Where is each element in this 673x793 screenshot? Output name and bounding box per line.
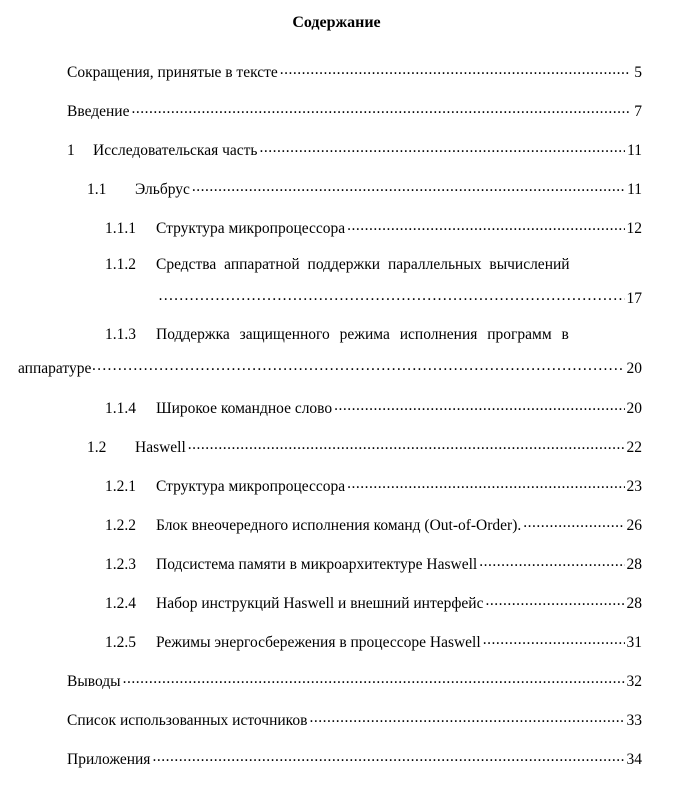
toc-entry[interactable] <box>87 178 642 199</box>
dot-leader <box>123 670 625 686</box>
dot-leader <box>152 748 624 764</box>
toc-entry-label: Сокращения, принятые в тексте <box>67 63 278 81</box>
toc-entry[interactable] <box>105 397 642 418</box>
toc-entry[interactable] <box>105 631 642 652</box>
toc-entry[interactable] <box>105 217 642 238</box>
toc-entry-page: 17 <box>626 289 642 307</box>
toc-entry-number: 1.2 <box>87 438 107 456</box>
toc-entry[interactable] <box>105 514 642 535</box>
toc-entry-number: 1.2.3 <box>105 555 136 573</box>
dot-leader <box>260 139 626 155</box>
toc-entry[interactable] <box>67 709 642 730</box>
toc-entry-page: 28 <box>626 594 642 612</box>
dot-leader <box>188 436 625 452</box>
toc-entry[interactable] <box>67 100 642 121</box>
toc-entry-page: 32 <box>626 672 642 690</box>
dot-leader <box>280 61 630 77</box>
toc-entry-page: 33 <box>626 711 642 729</box>
toc-entry-label: Haswell <box>135 438 186 456</box>
toc-entry[interactable] <box>87 436 642 457</box>
toc-entry-number: 1.1.4 <box>105 399 136 417</box>
dot-leader <box>483 631 625 647</box>
dot-leader <box>91 357 624 373</box>
toc-entry-number: 1.1.2 <box>105 256 136 273</box>
toc-entry-number: 1.1.1 <box>105 219 136 237</box>
toc-entry-label-cont: аппаратуре <box>18 359 92 377</box>
toc-entry-continuation[interactable] <box>18 357 642 378</box>
toc-entry-label: Эльбрус <box>135 180 190 198</box>
toc-entry-number: 1 <box>67 141 75 159</box>
dot-leader <box>192 178 625 194</box>
toc-entry-page: 20 <box>626 399 642 417</box>
toc-entry-label: Введение <box>67 102 130 120</box>
toc-entry-label: Блок внеочередного исполнения команд (Out-of-Order). <box>156 516 522 534</box>
dot-leader <box>479 553 624 569</box>
toc-entry-label: Структура микропроцессора <box>156 477 346 495</box>
toc-entry-label: Набор инструкций Haswell и внешний интерфейс <box>156 594 484 612</box>
toc-entry[interactable] <box>67 748 642 769</box>
toc-entry[interactable] <box>105 256 642 274</box>
toc-entry-label: Поддержка защищенного режима исполнения программ в <box>156 326 569 343</box>
toc-entry[interactable] <box>105 326 642 344</box>
toc-entry[interactable] <box>105 592 642 613</box>
toc-entry-page: 28 <box>626 555 642 573</box>
toc-entry-page: 20 <box>626 359 642 377</box>
toc-entry[interactable] <box>67 139 642 160</box>
toc-entry[interactable] <box>105 553 642 574</box>
toc-entry-label: Список использованных источников <box>67 711 308 729</box>
toc-entry-continuation[interactable] <box>158 287 642 308</box>
toc-entry-page: 26 <box>626 516 642 534</box>
toc-entry-number: 1.2.4 <box>105 594 136 612</box>
toc-entry-page: 22 <box>626 438 642 456</box>
toc-entry-label: Выводы <box>67 672 121 690</box>
toc-entry-number: 1.2.2 <box>105 516 136 534</box>
toc-entry-number: 1.2.5 <box>105 633 136 651</box>
toc-entry-label: Режимы энергосбережения в процессоре Haswell <box>156 633 481 651</box>
dot-leader <box>523 514 624 530</box>
toc-entry-label: Исследовательская часть <box>93 141 258 159</box>
toc-entry-label: Широкое командное слово <box>156 399 333 417</box>
dot-leader <box>309 709 624 725</box>
dot-leader <box>485 592 624 608</box>
toc-entry-page: 11 <box>627 180 642 198</box>
toc-entry-page: 31 <box>626 633 642 651</box>
toc-entry-number: 1.1 <box>87 180 107 198</box>
toc-entry-label: Средства аппаратной поддержки параллельных вычислений <box>156 256 570 273</box>
toc-entry-number: 1.2.1 <box>105 477 136 495</box>
toc-entry-label: Структура микропроцессора <box>156 219 346 237</box>
toc-entry-page: 5 <box>634 63 642 81</box>
dot-leader <box>347 217 624 233</box>
dot-leader <box>131 100 630 116</box>
dot-leader <box>347 475 624 491</box>
toc-entry-page: 23 <box>626 477 642 495</box>
toc-entry-number: 1.1.3 <box>105 326 136 343</box>
toc-entry[interactable] <box>67 61 642 82</box>
dot-leader <box>334 397 624 413</box>
toc-entry[interactable] <box>67 670 642 691</box>
toc-entry-page: 34 <box>626 750 642 768</box>
toc-entry-page: 11 <box>627 141 642 159</box>
toc-entry[interactable] <box>105 475 642 496</box>
toc-entry-label: Подсистема памяти в микроархитектуре Haswell <box>156 555 478 573</box>
toc-entry-page: 12 <box>626 219 642 237</box>
toc-entry-page: 7 <box>634 102 642 120</box>
dot-leader <box>158 287 625 303</box>
toc-title: Содержание <box>292 14 381 31</box>
toc-entry-label: Приложения <box>67 750 151 768</box>
